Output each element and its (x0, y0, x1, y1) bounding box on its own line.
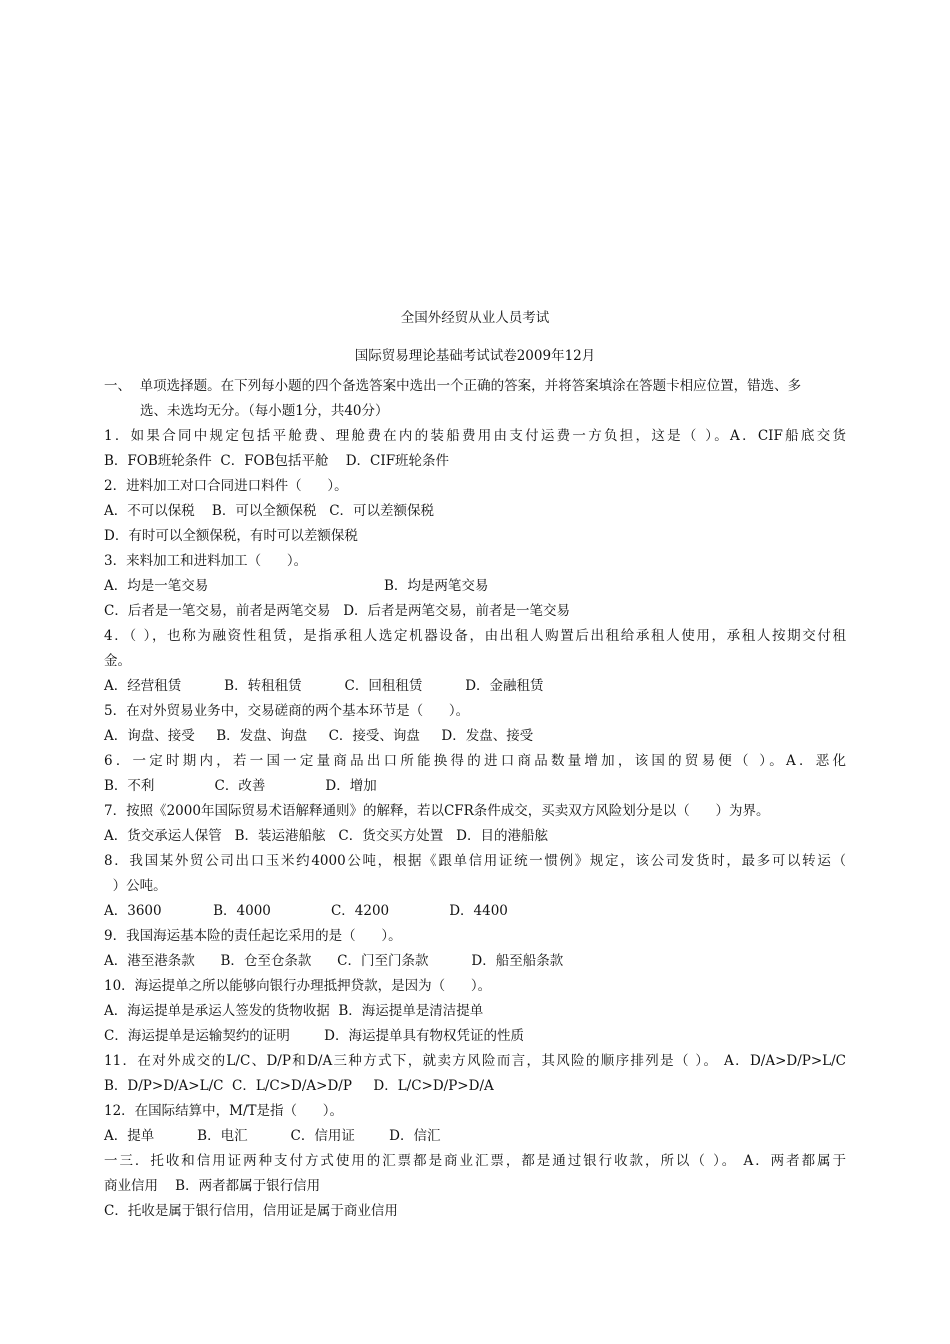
question-10-stem: 10．海运提单之所以能够向银行办理抵押贷款，是因为（ ）。 (104, 978, 492, 994)
question-2-options-a: A．不可以保税 B．可以全额保税 C．可以差额保税 (104, 503, 435, 519)
question-9-options: A．港至港条款 B．仓至仓条款 C．门至门条款 D．船至船条款 (104, 953, 564, 969)
question-3-option-a: A．均是一笔交易 (104, 578, 209, 594)
question-12-options: A．提单 B．电汇 C．信用证 D．信汇 (104, 1128, 441, 1144)
exam-subtitle: 国际贸易理论基础考试试卷2009年12月 (354, 348, 596, 364)
question-5-stem: 5．在对外贸易业务中，交易磋商的两个基本环节是（ ）。 (104, 703, 470, 719)
question-13-stem: 一三．托收和信用证两种支付方式使用的汇票都是商业汇票，都是通过银行收款，所以（ ）。 A．两者都属于 (104, 1153, 846, 1169)
question-3-stem: 3．来料加工和进料加工（ ）。 (104, 553, 308, 569)
question-8-stem: 8．我国某外贸公司出口玉米约4000公吨，根据《跟单信用证统一惯例》规定，该公司发货时，最多可以转运（ (104, 853, 846, 869)
question-3-option-b: B．均是两笔交易 (384, 578, 489, 594)
question-10-options-ab: A．海运提单是承运人签发的货物收据 B．海运提单是清洁提单 (104, 1003, 484, 1019)
question-8-options: A．3600 B．4000 C．4200 D．4400 (104, 903, 508, 919)
question-4-options: A．经营租赁 B．转租租赁 C．回租租赁 D．金融租赁 (104, 678, 544, 694)
question-6-stem: 6．一定时期内，若一国一定量商品出口所能换得的进口商品数量增加，该国的贸易便（ ）。A．恶化 (104, 753, 846, 769)
exam-title: 全国外经贸从业人员考试 (400, 310, 550, 326)
question-1-options: B．FOB班轮条件 C．FOB包括平舱 D．CIF班轮条件 (104, 453, 450, 469)
question-1-stem: 1．如果合同中规定包括平舱费、理舱费在内的装船费用由支付运费一方负担，这是（ ）。A．CIF船底交货 (104, 428, 846, 444)
section-heading-line2: 选、未选均无分。（每小题1分，共40分） (140, 403, 389, 419)
question-2-options-b: D．有时可以全额保税，有时可以差额保税 (104, 528, 358, 544)
question-10-options-cd: C．海运提单是运输契约的证明 D．海运提单具有物权凭证的性质 (104, 1028, 524, 1044)
question-8-stem-cont: ）公吨。 (104, 878, 167, 894)
question-7-options: A．货交承运人保管 B．装运港船舷 C．货交买方处置 D．目的港船舷 (104, 828, 548, 844)
question-5-options: A．询盘、接受 B．发盘、询盘 C．接受、询盘 D．发盘、接受 (104, 728, 534, 744)
question-11-stem: 11．在对外成交的L/C、D/P和D/A三种方式下，就卖方风险而言，其风险的顺序排列是（ ）。 A．D/A>D/P>L/C (104, 1053, 846, 1069)
question-4-stem: 4．（ ），也称为融资性租赁，是指承租人选定机器设备，由出租人购置后出租给承租人使用，承租人按期交付租 (104, 628, 846, 644)
question-9-stem: 9．我国海运基本险的责任起讫采用的是（ ）。 (104, 928, 402, 944)
question-12-stem: 12．在国际结算中，M/T是指（ ）。 (104, 1103, 344, 1119)
question-6-options: B．不利 C．改善 D．增加 (104, 778, 377, 794)
question-7-stem: 7．按照《2000年国际贸易术语解释通则》的解释，若以CFR条件成交，买卖双方风险划分是以（ ）为界。 (104, 803, 770, 819)
question-13-options-c: C．托收是属于银行信用，信用证是属于商业信用 (104, 1203, 398, 1219)
question-3-options-cd: C．后者是一笔交易，前者是两笔交易 D．后者是两笔交易，前者是一笔交易 (104, 603, 571, 619)
section-heading-line1: 一、 单项选择题。在下列每小题的四个备选答案中选出一个正确的答案，并将答案填涂在答题卡相应位置，错选、多 (104, 378, 802, 394)
question-2-stem: 2．进料加工对口合同进口料件（ ）。 (104, 478, 348, 494)
question-13-options-b: 商业信用 B．两者都属于银行信用 (104, 1178, 321, 1194)
question-11-options: B．D/P>D/A>L/C C．L/C>D/A>D/P D．L/C>D/P>D/A (104, 1078, 494, 1094)
question-4-stem-cont: 金。 (104, 653, 131, 669)
